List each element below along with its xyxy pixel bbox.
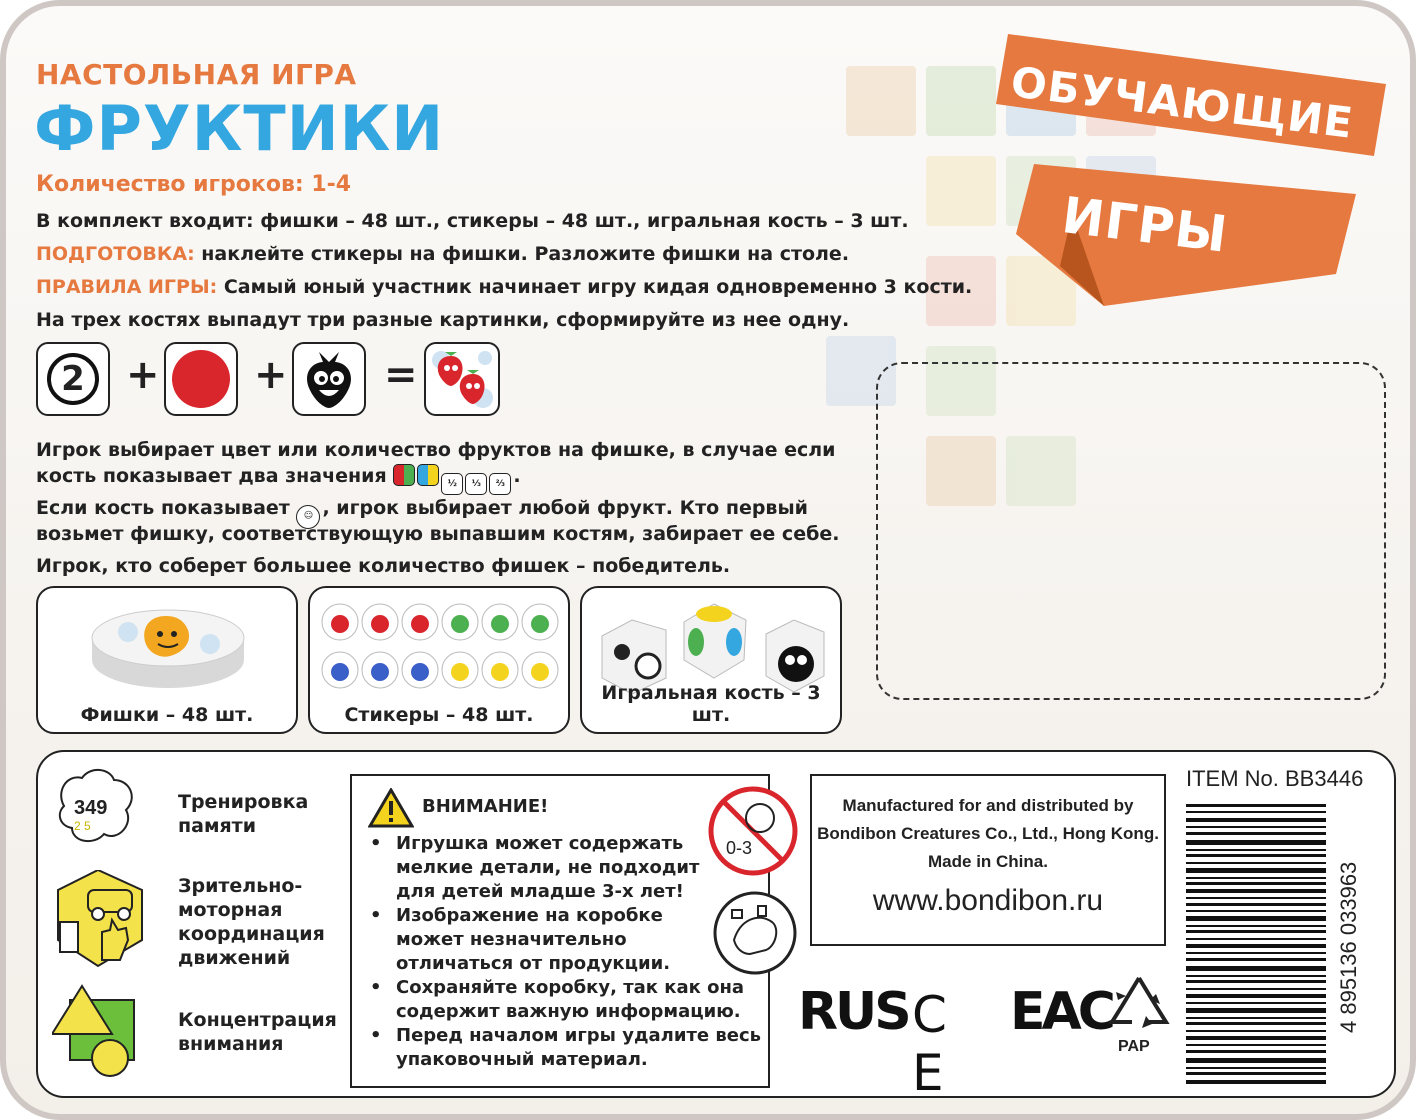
explanation-line-3-text: Если кость показывает bbox=[36, 497, 290, 519]
no-children-under-3-icon bbox=[706, 784, 800, 878]
one-three-face-icon: ⅓ bbox=[465, 473, 487, 495]
plus-sign-2: + bbox=[254, 352, 288, 398]
result-token bbox=[424, 342, 500, 416]
warning-item bbox=[366, 976, 761, 1024]
red-green-face-icon bbox=[393, 464, 415, 486]
warning-item-3-line-2: содержит важную информацию. bbox=[396, 1001, 741, 1022]
red-dot-icon bbox=[172, 350, 230, 408]
warning-item-2-line-1: • Изображение на коробке bbox=[396, 905, 663, 926]
game-title: ФРУКТИКИ bbox=[34, 92, 445, 165]
equals-sign: = bbox=[384, 352, 418, 398]
info-panel bbox=[36, 750, 1396, 1102]
manufacturer-line-3: Made in China. bbox=[928, 852, 1048, 871]
number-two: 2 bbox=[47, 353, 99, 405]
rus-mark: RUS bbox=[798, 982, 909, 1042]
age-warning bbox=[706, 784, 800, 878]
skill-coordination-label bbox=[178, 874, 325, 970]
skill-coordination-line-3: координация bbox=[178, 923, 325, 945]
preparation-body: наклейте стикеры на фишки. Разложите фишки на столе. bbox=[194, 243, 850, 265]
hand-removing-packaging-icon bbox=[710, 888, 800, 978]
concentration-icon bbox=[52, 982, 148, 1078]
svg-text:2 5: 2 5 bbox=[74, 819, 91, 833]
two-red-strawberries-icon bbox=[429, 346, 495, 412]
strawberry-icon bbox=[301, 348, 357, 410]
component-card-dice bbox=[580, 586, 842, 734]
explanation-line-2-text: кость показывает два значения bbox=[36, 465, 387, 487]
website-url: www.bondibon.ru bbox=[872, 884, 1104, 917]
skill-coordination-line-1: Зрительно- bbox=[178, 875, 303, 897]
rules-label: ПРАВИЛА ИГРЫ: bbox=[36, 276, 218, 298]
warning-item-1-line-1: • Игрушка может содержать bbox=[396, 833, 684, 854]
window-cutout-outline bbox=[876, 362, 1386, 700]
manufacturer-line-2: Bondibon Creatures Co., Ltd., Hong Kong. bbox=[817, 824, 1159, 843]
skill-memory-label bbox=[178, 790, 308, 838]
explanation-line-2-end: . bbox=[513, 465, 521, 487]
component-card-tokens bbox=[36, 586, 298, 734]
plus-sign: + bbox=[126, 352, 160, 398]
warning-item-1-line-3: для детей младше 3-х лет! bbox=[396, 881, 684, 902]
rules-text bbox=[36, 276, 972, 298]
manufacturer-line-1: Manufactured for and distributed by bbox=[842, 796, 1134, 815]
explanation-line-4: возьмет фишку, соответствующую выпавшим костям, забирает ее себе. bbox=[36, 523, 840, 545]
ribbon-text-top: ОБУЧАЮЩИЕ bbox=[1008, 57, 1357, 148]
skill-coordination-line-4: движений bbox=[178, 947, 291, 969]
players-count: Количество игроков: 1-4 bbox=[36, 172, 352, 197]
warning-item bbox=[366, 1024, 761, 1072]
motor-coordination-icon bbox=[50, 870, 146, 970]
component-card-stickers bbox=[308, 586, 570, 734]
dice-formula bbox=[36, 342, 516, 422]
explanation-line-1: Игрок выбирает цвет или количество фруктов на фишке, в случае если bbox=[36, 439, 836, 461]
explanation-line-5: Игрок, кто соберет большее количество фишек – победитель. bbox=[36, 555, 731, 577]
any-fruit-face-icon: ☺ bbox=[296, 505, 320, 529]
svg-text:349: 349 bbox=[74, 797, 108, 819]
warning-item bbox=[366, 904, 761, 976]
die-fruit-face bbox=[292, 342, 366, 416]
skill-memory-line-1: Тренировка bbox=[178, 791, 309, 813]
one-two-face-icon: ½ bbox=[441, 473, 463, 495]
barcode-number: 4 895136 033963 bbox=[1336, 861, 1361, 1033]
token-image bbox=[88, 598, 248, 698]
dice-caption: Игральная кость – 3 шт. bbox=[601, 682, 821, 726]
warning-item-4-line-1: • Перед началом игры удалите весь bbox=[396, 1025, 762, 1046]
warning-item-3-line-1: • Сохраняйте коробку, так как она bbox=[396, 977, 745, 998]
rules-body: Самый юный участник начинает игру кидая одновременно 3 кости. bbox=[217, 276, 973, 298]
die-number-face bbox=[36, 342, 110, 416]
ce-mark: C E bbox=[912, 986, 947, 1102]
stickers-caption: Стикеры – 48 шт. bbox=[344, 704, 534, 726]
warning-triangle-icon bbox=[368, 788, 414, 828]
ribbon-text-bottom: ИГРЫ bbox=[1059, 186, 1232, 264]
item-number: ITEM No. BB3446 bbox=[1186, 766, 1364, 791]
eac-mark: EAC bbox=[1010, 982, 1112, 1042]
blue-yellow-face-icon bbox=[417, 464, 439, 486]
explanation-line-3-end: , игрок выбирает любой фрукт. Кто первый bbox=[322, 497, 808, 519]
barcode-bars bbox=[1186, 804, 1326, 1090]
skill-concentration-line-1: Концентрация bbox=[178, 1009, 337, 1031]
warning-item-1-line-2: мелкие детали, не подходит bbox=[396, 857, 700, 878]
warning-list bbox=[366, 832, 761, 1072]
stickers-image bbox=[320, 600, 560, 700]
memory-icon bbox=[52, 762, 140, 850]
game-type: НАСТОЛЬНАЯ ИГРА bbox=[36, 58, 357, 91]
warning-item-4-line-2: упаковочный материал. bbox=[396, 1049, 648, 1070]
skill-memory-line-2: памяти bbox=[178, 815, 257, 837]
manufacturer-box bbox=[810, 774, 1166, 946]
box-back bbox=[6, 6, 1410, 1114]
skill-concentration-line-2: внимания bbox=[178, 1033, 284, 1055]
rules-text-2: На трех костях выпадут три разные картинки, сформируйте из нее одну. bbox=[36, 309, 850, 331]
warning-title: ВНИМАНИЕ! bbox=[422, 796, 549, 817]
educational-ribbon bbox=[976, 34, 1396, 314]
recycle-icon bbox=[1104, 974, 1174, 1036]
barcode bbox=[1186, 804, 1362, 1090]
contents-text: В комплект входит: фишки – 48 шт., стикеры – 48 шт., игральная кость – 3 шт. bbox=[36, 210, 909, 232]
age-label: 0-3 bbox=[726, 838, 753, 858]
explanation-line-2 bbox=[36, 462, 521, 495]
preparation-text bbox=[36, 243, 849, 265]
warning-item bbox=[366, 832, 761, 904]
warning-item-2-line-2: может незначительно bbox=[396, 929, 627, 950]
preparation-label: ПОДГОТОВКА: bbox=[36, 243, 195, 265]
die-color-face bbox=[164, 342, 238, 416]
pap-label: PAP bbox=[1118, 1038, 1150, 1055]
warning-item-2-line-3: отличаться от продукции. bbox=[396, 953, 671, 974]
skill-concentration-label bbox=[178, 1008, 337, 1056]
skill-coordination-line-2: моторная bbox=[178, 899, 283, 921]
tokens-caption: Фишки – 48 шт. bbox=[80, 704, 254, 726]
two-three-face-icon: ⅔ bbox=[489, 473, 511, 495]
